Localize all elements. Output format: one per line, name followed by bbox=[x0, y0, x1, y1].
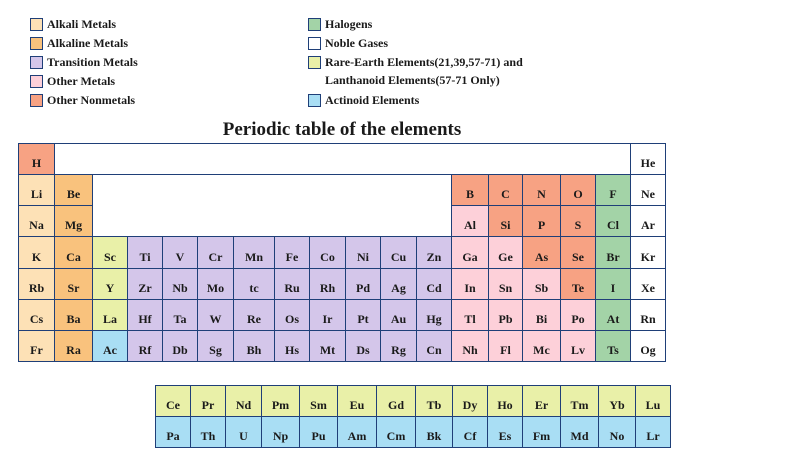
element-cell-as: As bbox=[522, 236, 561, 269]
element-cell-ta: Ta bbox=[162, 299, 198, 331]
element-cell-ge: Ge bbox=[488, 236, 523, 269]
element-cell-se: Se bbox=[560, 236, 596, 269]
element-cell-nb: Nb bbox=[162, 268, 198, 300]
legend-item-halogen bbox=[308, 15, 372, 33]
element-cell-b: B bbox=[451, 174, 489, 206]
element-cell-db: Db bbox=[162, 330, 198, 362]
element-cell-pm: Pm bbox=[261, 385, 300, 417]
element-cell-cl: Cl bbox=[595, 205, 631, 237]
legend-swatch bbox=[30, 37, 43, 50]
element-cell-pa: Pa bbox=[155, 416, 191, 448]
element-cell-tb: Tb bbox=[415, 385, 453, 417]
element-cell-bi: Bi bbox=[522, 299, 561, 331]
legend-label: Transition Metals bbox=[47, 55, 138, 69]
element-cell-be: Be bbox=[54, 174, 93, 206]
legend-item-alkali bbox=[30, 15, 116, 33]
element-cell-er: Er bbox=[522, 385, 561, 417]
element-cell-mo: Mo bbox=[197, 268, 234, 300]
legend-item-rare bbox=[308, 53, 523, 89]
element-cell-ba: Ba bbox=[54, 299, 93, 331]
element-cell-br: Br bbox=[595, 236, 631, 269]
element-cell-rf: Rf bbox=[127, 330, 163, 362]
element-cell-sn: Sn bbox=[488, 268, 523, 300]
element-cell-ru: Ru bbox=[274, 268, 310, 300]
element-cell-li: Li bbox=[18, 174, 55, 206]
element-cell-ni: Ni bbox=[345, 236, 381, 269]
element-cell-al: Al bbox=[451, 205, 489, 237]
element-cell-np: Np bbox=[261, 416, 300, 448]
element-cell-y: Y bbox=[92, 268, 128, 300]
element-cell-at: At bbox=[595, 299, 631, 331]
element-cell-cs: Cs bbox=[18, 299, 55, 331]
element-cell-ho: Ho bbox=[487, 385, 523, 417]
element-cell-bh: Bh bbox=[233, 330, 275, 362]
element-cell-s: S bbox=[560, 205, 596, 237]
element-cell-te: Te bbox=[560, 268, 596, 300]
element-cell-f: F bbox=[595, 174, 631, 206]
element-cell-eu: Eu bbox=[337, 385, 377, 417]
element-cell-hf: Hf bbox=[127, 299, 163, 331]
element-cell-am: Am bbox=[337, 416, 377, 448]
element-cell-cu: Cu bbox=[380, 236, 417, 269]
element-cell-os: Os bbox=[274, 299, 310, 331]
legend-swatch bbox=[30, 75, 43, 88]
legend-swatch bbox=[30, 18, 43, 31]
element-cell-u: U bbox=[225, 416, 262, 448]
element-cell-th: Th bbox=[190, 416, 226, 448]
element-cell-o: O bbox=[560, 174, 596, 206]
element-cell-ne: Ne bbox=[630, 174, 666, 206]
element-cell-he: He bbox=[630, 143, 666, 175]
legend-label: Actinoid Elements bbox=[325, 93, 420, 107]
legend-item-other bbox=[30, 72, 115, 90]
element-cell-fe: Fe bbox=[274, 236, 310, 269]
element-cell-lr: Lr bbox=[635, 416, 671, 448]
element-cell-gd: Gd bbox=[376, 385, 416, 417]
element-cell-ts: Ts bbox=[595, 330, 631, 362]
element-cell-la: La bbox=[92, 299, 128, 331]
element-cell-pt: Pt bbox=[345, 299, 381, 331]
element-cell-fm: Fm bbox=[522, 416, 561, 448]
element-cell-ir: Ir bbox=[309, 299, 346, 331]
element-cell-fl: Fl bbox=[488, 330, 523, 362]
element-cell-cn: Cn bbox=[416, 330, 452, 362]
element-cell-bk: Bk bbox=[415, 416, 453, 448]
element-cell-ag: Ag bbox=[380, 268, 417, 300]
element-cell-pd: Pd bbox=[345, 268, 381, 300]
element-cell-yb: Yb bbox=[598, 385, 636, 417]
legend-item-actinoid bbox=[308, 91, 419, 109]
element-cell-ds: Ds bbox=[345, 330, 381, 362]
element-cell-fr: Fr bbox=[18, 330, 55, 362]
element-cell-rh: Rh bbox=[309, 268, 346, 300]
legend-label: Halogens bbox=[325, 17, 373, 31]
element-cell-sr: Sr bbox=[54, 268, 93, 300]
element-cell-rn: Rn bbox=[630, 299, 666, 331]
element-cell-in: In bbox=[451, 268, 489, 300]
legend-item-alkaline bbox=[30, 34, 128, 52]
element-cell-rb: Rb bbox=[18, 268, 55, 300]
element-cell-zn: Zn bbox=[416, 236, 452, 269]
legend-label: Alkali Metals bbox=[47, 17, 116, 31]
element-cell-si: Si bbox=[488, 205, 523, 237]
element-cell-pb: Pb bbox=[488, 299, 523, 331]
element-cell-rg: Rg bbox=[380, 330, 417, 362]
element-cell-ar: Ar bbox=[630, 205, 666, 237]
element-cell-mc: Mc bbox=[522, 330, 561, 362]
element-cell-lv: Lv bbox=[560, 330, 596, 362]
element-cell-mg: Mg bbox=[54, 205, 93, 237]
element-cell-cd: Cd bbox=[416, 268, 452, 300]
element-cell-p: P bbox=[522, 205, 561, 237]
element-cell-hs: Hs bbox=[274, 330, 310, 362]
element-cell-no: No bbox=[598, 416, 636, 448]
element-cell-cr: Cr bbox=[197, 236, 234, 269]
element-cell-h: H bbox=[18, 143, 55, 175]
element-cell-nh: Nh bbox=[451, 330, 489, 362]
element-cell-md: Md bbox=[560, 416, 599, 448]
legend-swatch bbox=[30, 94, 43, 107]
element-cell-zr: Zr bbox=[127, 268, 163, 300]
legend-label: Alkaline Metals bbox=[47, 36, 128, 50]
legend-swatch bbox=[308, 18, 321, 31]
legend-swatch bbox=[308, 94, 321, 107]
legend-item-noble bbox=[308, 34, 388, 52]
element-cell-ce: Ce bbox=[155, 385, 191, 417]
page-title: Periodic table of the elements bbox=[222, 119, 462, 140]
element-cell-mt: Mt bbox=[309, 330, 346, 362]
element-cell-n: N bbox=[522, 174, 561, 206]
element-cell-k: K bbox=[18, 236, 55, 269]
element-cell-xe: Xe bbox=[630, 268, 666, 300]
element-cell-tm: Tm bbox=[560, 385, 599, 417]
element-cell-cf: Cf bbox=[452, 416, 488, 448]
element-cell-nd: Nd bbox=[225, 385, 262, 417]
element-cell-lu: Lu bbox=[635, 385, 671, 417]
element-cell-pr: Pr bbox=[190, 385, 226, 417]
legend-swatch bbox=[308, 56, 321, 69]
element-cell-sg: Sg bbox=[197, 330, 234, 362]
element-cell-cm: Cm bbox=[376, 416, 416, 448]
element-cell-au: Au bbox=[380, 299, 417, 331]
element-cell-kr: Kr bbox=[630, 236, 666, 269]
element-cell-ga: Ga bbox=[451, 236, 489, 269]
legend-label: Other Metals bbox=[47, 74, 116, 88]
element-cell-hg: Hg bbox=[416, 299, 452, 331]
element-cell-ac: Ac bbox=[92, 330, 128, 362]
element-cell-v: V bbox=[162, 236, 198, 269]
element-cell-tl: Tl bbox=[451, 299, 489, 331]
legend-label: Noble Gases bbox=[325, 36, 388, 50]
element-cell-re: Re bbox=[233, 299, 275, 331]
legend-item-transition bbox=[30, 53, 138, 71]
legend-label: Other Nonmetals bbox=[47, 93, 136, 107]
element-cell-og: Og bbox=[630, 330, 666, 362]
element-cell-dy: Dy bbox=[452, 385, 488, 417]
element-cell-ca: Ca bbox=[54, 236, 93, 269]
element-cell-c: C bbox=[488, 174, 523, 206]
element-cell-i: I bbox=[595, 268, 631, 300]
legend-label: Rare-Earth Elements(21,39,57-71) and Lanthanoid Elements(57-71 Only) bbox=[325, 55, 523, 87]
element-cell-ra: Ra bbox=[54, 330, 93, 362]
legend-swatch bbox=[30, 56, 43, 69]
element-cell-ti: Ti bbox=[127, 236, 163, 269]
element-cell-sm: Sm bbox=[299, 385, 338, 417]
element-cell-sb: Sb bbox=[522, 268, 561, 300]
element-cell-co: Co bbox=[309, 236, 346, 269]
element-cell-w: W bbox=[197, 299, 234, 331]
element-cell-tc: tc bbox=[233, 268, 275, 300]
table-header-gap bbox=[54, 143, 631, 175]
legend-item-nonmetal bbox=[30, 91, 135, 109]
element-cell-pu: Pu bbox=[299, 416, 338, 448]
element-cell-es: Es bbox=[487, 416, 523, 448]
element-cell-mn: Mn bbox=[233, 236, 275, 269]
legend-swatch bbox=[308, 37, 321, 50]
element-cell-sc: Sc bbox=[92, 236, 128, 269]
element-cell-na: Na bbox=[18, 205, 55, 237]
element-cell-po: Po bbox=[560, 299, 596, 331]
